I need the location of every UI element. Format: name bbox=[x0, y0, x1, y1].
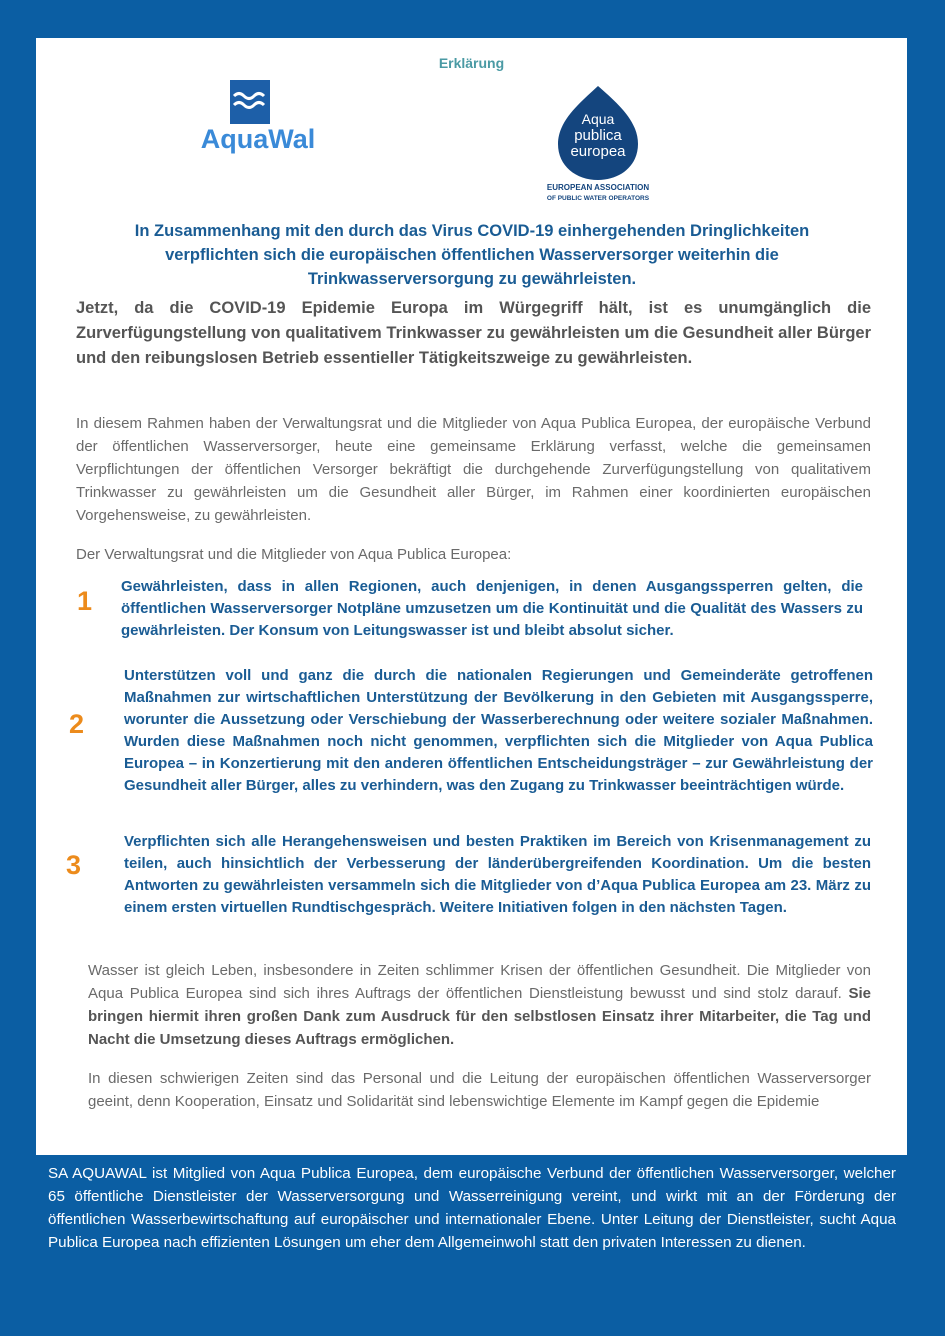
footer-note: SA AQUAWAL ist Mitglied von Aqua Publica Europea, dem europäische Verbund der öffentlichen Wasserversorger, welcher 65 öffentliche Dienstleister der Wasserversorgung und Wasserreinigung vereint, und wirkt mit an der Förderung der öffentlichen Wasserbewirtschaftung auf europäischer und internationaler Ebene. Unter Leitung der Dienstleister, sucht Aqua Publica Europea nach effizienten Lösungen um eher dem Allgemeinwohl statt den privaten Interessen zu dienen. bbox=[48, 1165, 896, 1251]
lead-sentence: Der Verwaltungsrat und die Mitglieder von Aqua Publica Europea: bbox=[76, 546, 512, 563]
svg-text:OF PUBLIC WATER OPERATORS: OF PUBLIC WATER OPERATORS bbox=[546, 195, 650, 202]
document-kicker: Erklärung bbox=[438, 55, 505, 71]
item-number-1: 1 bbox=[77, 586, 93, 616]
aqua-publica-europea-logo bbox=[536, 82, 661, 204]
commitment-item-2: Unterstützen voll und ganz die durch die nationalen Regierungen und Gemeinderäte getroffenen Maßnahmen zur wirtschaftlichen Unterstützung der Bevölkerung in den Gebieten mit Ausgangssperre, worunter die Aussetzung oder Verschiebung der Wasserberechnung oder weitere sozialer Maßnahmen. Wurden diese Maßnahmen noch nicht genommen, verpflichten sich die Mitglieder von Aqua Publica Europea – in Konzertierung mit den anderen öffentlichen Entscheidungsträger – zur Gewährleistung der Gesundheit aller Bürger, alles zu verhindern, was den Zugang zu Trinkwasser beeinträchtigen würde. bbox=[124, 667, 873, 794]
aquawal-logo bbox=[193, 78, 323, 156]
svg-text:publica: publica bbox=[574, 127, 622, 144]
headline: In Zusammenhang mit den durch das Virus COVID-19 einhergehenden Dringlichkeiten verpflichten sich die europäischen öffentlichen Wasserversorger weiterhin die Trinkwasserversorgung zu gewährleisten. bbox=[134, 222, 810, 288]
closing-paragraph-1-text: Wasser ist gleich Leben, insbesondere in Zeiten schlimmer Krisen der öffentlichen Gesundheit. Die Mitglieder von Aqua Publica Europea sind sich ihres Auftrags der öffentlichen Dienstleistung bewusst und sind stolz darauf. bbox=[88, 962, 871, 1002]
closing-paragraph-1-emphasis: Sie bringen hiermit ihren großen Dank zum Ausdruck für den selbstlosen Einsatz ihrer Mitarbeiter, die Tag und Nacht die Umsetzung dieses Auftrags ermöglichen. bbox=[88, 985, 871, 1048]
paragraph-context: In diesem Rahmen haben der Verwaltungsrat und die Mitglieder von Aqua Publica Europea, der europäische Verbund der öffentlichen Wasserversorger, heute eine gemeinsame Erklärung verfasst, welche die gemeinsamen Verpflichtungen der öffentlichen Versorger bekräftigt die durchgehende Zurverfügungstellung von qualitativem Trinkwasser zu gewährleisten um die Gesundheit aller Bürger, im Rahmen einer koordinierten europäischen Vorgehensweise, zu gewährleisten. bbox=[76, 415, 871, 524]
commitment-item-3: Verpflichten sich alle Herangehensweisen und besten Praktiken im Bereich von Krisenmanagement zu teilen, auch hinsichtlich der Verbesserung der länderübergreifenden Koordination. Um die besten Antworten zu gewährleisten versammeln sich die Mitglieder von d’Aqua Publica Europea am 23. März zu einem ersten virtuellen Rundtischgespräch. Weitere Initiativen folgen in den nächsten Tagen. bbox=[124, 833, 871, 916]
document-sheet bbox=[36, 38, 907, 1155]
item-number-3: 3 bbox=[66, 850, 82, 880]
closing-paragraph-2: In diesen schwierigen Zeiten sind das Personal und die Leitung der europäischen öffentlichen Wasserversorger geeint, denn Kooperation, Einsatz und Solidarität sind lebenswichtige Elemente im Kampf gegen die Epidemie bbox=[88, 1070, 871, 1110]
closing-paragraph-1 bbox=[88, 959, 871, 1051]
svg-text:AquaWal: AquaWal bbox=[200, 124, 316, 154]
svg-text:EUROPEAN ASSOCIATION: EUROPEAN ASSOCIATION bbox=[546, 183, 650, 192]
svg-text:Aqua: Aqua bbox=[581, 111, 615, 127]
svg-text:europea: europea bbox=[570, 143, 626, 160]
commitment-item-1: Gewährleisten, dass in allen Regionen, auch denjenigen, in denen Ausgangssperren gelten, die öffentlichen Wasserversorger Notpläne umzusetzen um die Kontinuität und die Qualität des Wassers zu gewährleisten. Der Konsum von Leitungswasser ist und bleibt absolut sicher. bbox=[121, 578, 863, 639]
intro-paragraph: Jetzt, da die COVID-19 Epidemie Europa im Würgegriff hält, ist es unumgänglich die Zurverfügungstellung von qualitativem Trinkwasser zu gewährleisten um die Gesundheit aller Bürger und den reibungslosen Betrieb essentieller Tätigkeitszweige zu gewährleisten. bbox=[76, 299, 871, 367]
item-number-2: 2 bbox=[69, 709, 85, 739]
